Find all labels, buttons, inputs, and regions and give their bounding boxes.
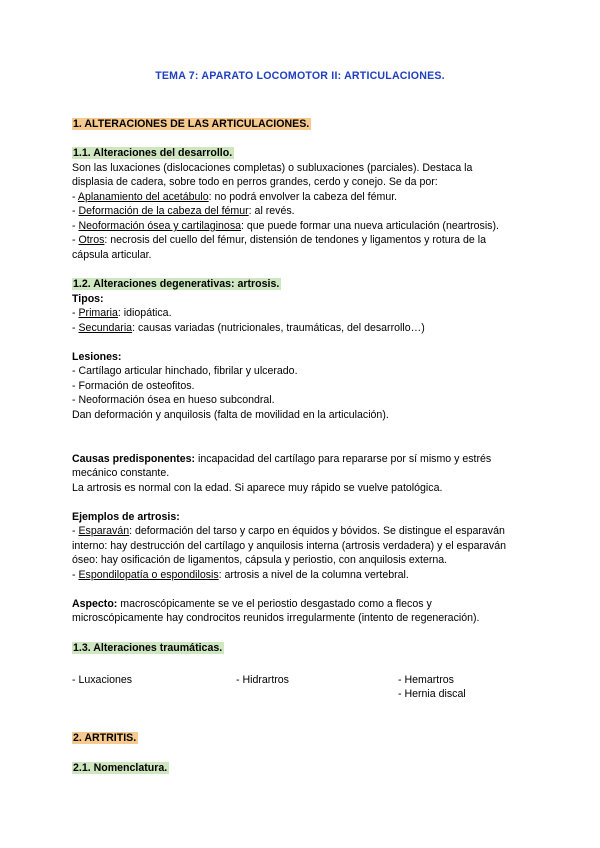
tipos-label: Tipos: [72,293,104,305]
list-item: - Espondilopatía o espondilosis: artrosis a nivel de la columna vertebral. [72,569,409,581]
subsection-heading-2-1-text: 2.1. Nomenclatura. [73,762,168,774]
subsection-heading-1-1 [72,146,234,160]
list-item-text: : deformación del tarso y carpo en équidos y bóvidos. Se distingue el esparaván [129,525,505,537]
list-item: - Secundaria: causas variadas (nutricionales, traumáticas, del desarrollo…) [72,322,425,334]
list-item-text: : idiopática. [117,307,172,319]
subsection-heading-1-3 [72,641,224,655]
list-item: - Otros: necrosis del cuello del fémur, distensión de tendones y ligamentos y rotura de la [72,234,486,246]
aspecto-label: Aspecto: [72,598,118,610]
subsection-heading-1-1-text: 1.1. Alteraciones del desarrollo. [73,147,233,159]
aspecto-line [72,597,432,611]
causas-text: incapacidad del cartílago para repararse por sí mismo y estrés [195,453,492,465]
list-item: - Primaria: idiopática. [72,307,172,319]
paragraph-line: mecánico constante. [72,467,170,479]
lesiones-label: Lesiones: [72,351,122,363]
section-heading-1-text: 1. ALTERACIONES DE LAS ARTICULACIONES. [73,118,310,130]
paragraph-line: La artrosis es normal con la edad. Si aparece muy rápido se vuelve patológica. [72,482,443,494]
list-item-term: Aplanamiento del acetábulo [77,191,209,203]
list-item-text: : artrosis a nivel de la columna vertebral. [218,569,409,581]
subsection-heading-1-2-text: 1.2. Alteraciones degenerativas: artrosis. [73,278,280,290]
list-item-term: Deformación de la cabeza del fémur [78,205,249,217]
list-item: - Neoformación ósea en hueso subcondral. [72,394,275,406]
list-item: - Aplanamiento del acetábulo: no podrá envolver la cabeza del fémur. [72,191,398,203]
aspecto-text: macroscópicamente se ve el periostio desgastado como a flecos y [117,598,432,610]
list-item-text: : causas variadas (nutricionales, traumáticas, del desarrollo…) [132,322,425,334]
subsection-heading-2-1 [72,761,169,775]
list-item: - Hemartros [398,674,454,686]
list-item-term: Primaria [78,307,118,319]
list-item-term: Esparaván [78,525,130,537]
list-item-term: Otros [78,234,105,246]
list-item: - Esparaván: deformación del tarso y carpo en équidos y bóvidos. Se distingue el esparaván [72,525,505,537]
subsection-heading-1-3-text: 1.3. Alteraciones traumáticas. [73,642,223,654]
section-heading-2-text: 2. ARTRITIS. [73,732,137,744]
causas-line [72,452,491,466]
list-item: - Formación de osteofitos. [72,380,195,392]
paragraph-line: displasia de cadera, sobre todo en perros grandes, cerdo y conejo. Se da por: [72,176,438,188]
paragraph-line: microscópicamente hay condrocitos reunidos irregularmente (intento de regeneración). [72,612,480,624]
list-item: - Luxaciones [72,674,133,686]
paragraph-line: interno: hay destrucción del cartílago y anquilosis interna (artrosis verdadera) y el esparaván [72,540,506,552]
ejemplos-label: Ejemplos de artrosis: [72,511,180,523]
list-item-text: : necrosis del cuello del fémur, distensión de tendones y ligamentos y rotura de la [104,234,486,246]
causas-label: Causas predisponentes: [72,453,196,465]
list-item: - Hidrartros [236,674,289,686]
list-item-term: Secundaria [78,322,133,334]
list-item-text: : que puede formar una nueva articulación (neartrosis). [241,220,499,232]
section-heading-2 [72,731,138,745]
paragraph-line: óseo: hay osificación de ligamentos, cápsula y periostio, con anquilosis externa. [72,554,448,566]
list-item-term: Neoformación ósea y cartilaginosa [78,220,242,232]
list-item: - Neoformación ósea y cartilaginosa: que puede formar una nueva articulación (neartrosis). [72,220,499,232]
list-item-term: Espondilopatía o espondilosis [78,569,219,581]
paragraph-line: cápsula articular. [72,249,152,261]
page-title: TEMA 7: APARATO LOCOMOTOR II: ARTICULACIONES. [155,70,445,82]
subsection-heading-1-2 [72,277,281,291]
list-item: - Deformación de la cabeza del fémur: al revés. [72,205,295,217]
paragraph-line: Dan deformación y anquilosis (falta de movilidad en la articulación). [72,409,389,421]
paragraph-line: Son las luxaciones (dislocaciones completas) o subluxaciones (parciales). Destaca la [72,162,473,174]
section-heading-1 [72,117,311,131]
list-item: - Cartílago articular hinchado, fibrilar y ulcerado. [72,365,298,377]
list-item: - Hernia discal [398,688,466,700]
list-item-text: : no podrá envolver la cabeza del fémur. [208,191,398,203]
list-item-text: : al revés. [248,205,295,217]
